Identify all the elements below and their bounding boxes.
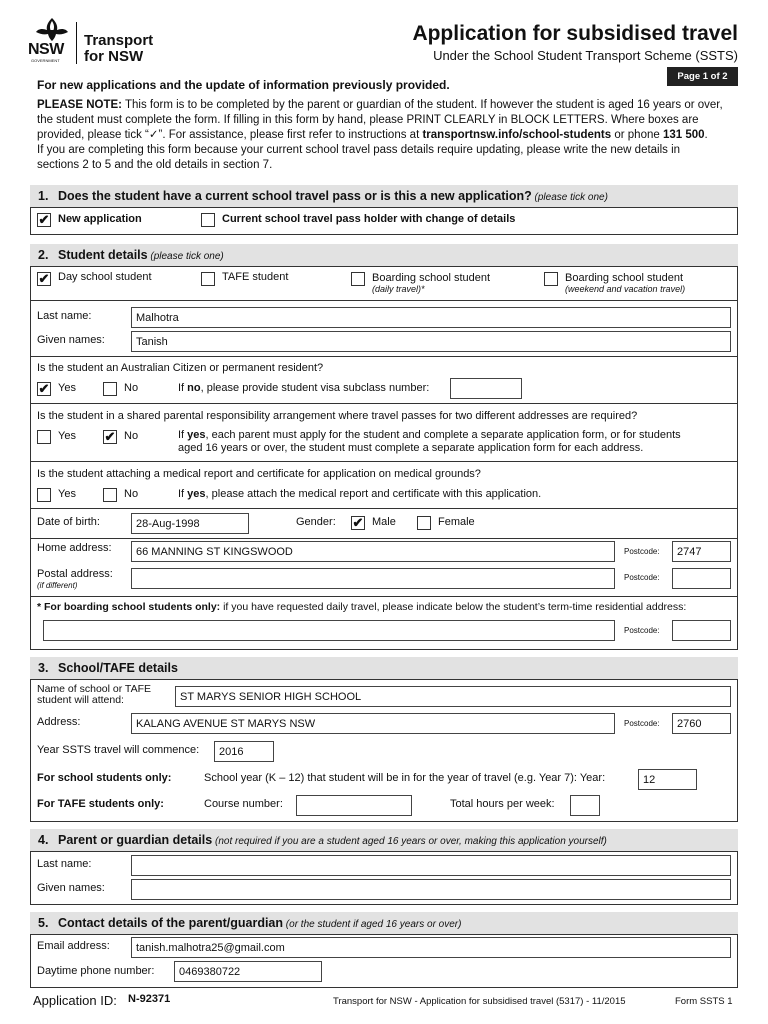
given-names-field[interactable]: Tanish <box>131 331 731 352</box>
home-postcode-field[interactable]: 2747 <box>672 541 731 562</box>
guardian-given-names-field[interactable] <box>131 879 731 900</box>
section-2-num: 2. <box>38 248 49 262</box>
form-info: Transport for NSW - Application for subsidised travel (5317) - 11/2015 <box>333 996 626 1007</box>
waratah-logo-icon <box>30 16 74 42</box>
boarding-postcode-field[interactable] <box>672 620 731 641</box>
form-code: Form SSTS 1 <box>675 996 733 1007</box>
school-name-label-line2: student will attend: <box>37 694 124 706</box>
gender-label: Gender: <box>296 516 336 528</box>
section-1-title-text: Does the student have a current school travel pass or is this a new application? <box>58 189 532 203</box>
divider <box>30 508 738 509</box>
home-address-label: Home address: <box>37 542 112 554</box>
citizen-question: Is the student an Australian Citizen or permanent resident? <box>37 362 324 374</box>
school-name-field[interactable]: ST MARYS SENIOR HIGH SCHOOL <box>175 686 731 707</box>
citizen-yes-checkbox[interactable]: ✔ <box>38 381 50 396</box>
divider <box>30 403 738 404</box>
boarding-weekend-label: Boarding school student <box>565 272 684 284</box>
section-2-title <box>58 248 224 262</box>
note-line4: If you are completing this form because your current school travel pass details require updating, please write the new details in <box>37 144 681 156</box>
section-1-header <box>30 185 738 207</box>
guardian-given-names-label: Given names: <box>37 882 105 894</box>
note-url-link[interactable]: transportnsw.info/school-students <box>422 129 612 141</box>
last-name-field[interactable]: Malhotra <box>131 307 731 328</box>
home-postcode-label: Postcode: <box>624 547 660 556</box>
commence-year-field[interactable]: 2016 <box>214 741 274 762</box>
shared-yes-label: Yes <box>58 430 76 442</box>
divider <box>30 461 738 462</box>
postal-address-field[interactable] <box>131 568 615 589</box>
section-4-header <box>30 829 738 851</box>
school-year-field[interactable]: 12 <box>638 769 697 790</box>
medical-yes-label: Yes <box>58 488 76 500</box>
divider <box>30 538 738 539</box>
medical-no-checkbox[interactable] <box>103 488 117 502</box>
logo-sub: GOVERNMENT <box>31 58 60 63</box>
section-1-title <box>58 189 608 203</box>
shared-no-checkbox[interactable]: ✔ <box>104 429 116 444</box>
page-title: Application for subsidised travel <box>412 22 738 45</box>
medical-no-label: No <box>124 488 139 500</box>
citizen-no-checkbox[interactable] <box>103 382 117 396</box>
phone-field[interactable]: 0469380722 <box>174 961 322 982</box>
commence-label: Year SSTS travel will commence: <box>37 744 200 756</box>
intro-note <box>37 98 737 173</box>
section-3-title: School/TAFE details <box>58 661 178 675</box>
postal-postcode-label: Postcode: <box>624 573 660 582</box>
note-line3-mid: or phone <box>611 129 663 141</box>
school-name-label-line1: Name of school or TAFE <box>37 683 151 695</box>
day-school-checkbox[interactable]: ✔ <box>38 271 50 286</box>
boarding-daily-label: Boarding school student <box>372 272 491 284</box>
school-address-label: Address: <box>37 716 81 728</box>
school-name-label <box>37 684 151 706</box>
boarding-postcode-label: Postcode: <box>624 626 660 635</box>
email-label: Email address: <box>37 940 110 952</box>
note-line3-end: . <box>704 129 708 141</box>
current-pass-checkbox[interactable] <box>201 213 215 227</box>
page-indicator: Page 1 of 2 <box>667 67 738 86</box>
male-checkbox[interactable]: ✔ <box>352 515 364 530</box>
divider <box>30 300 738 301</box>
email-field[interactable]: tanish.malhotra25@gmail.com <box>131 937 731 958</box>
section-1-note: (please tick one) <box>531 192 608 203</box>
divider <box>30 596 738 597</box>
note-line1: This form is to be completed by the parent or guardian of the student. If however the student is aged 16 years or over, <box>121 99 723 111</box>
boarding-note-text: if you have requested daily travel, please indicate below the student’s term-time residential address: <box>220 601 687 613</box>
hours-field[interactable] <box>570 795 600 816</box>
divider <box>30 356 738 357</box>
female-checkbox[interactable] <box>417 516 431 530</box>
boarding-note <box>37 601 686 613</box>
section-4-title-text: Parent or guardian details <box>58 833 213 847</box>
note-label: PLEASE NOTE: <box>37 99 122 111</box>
phone-label: Daytime phone number: <box>37 965 155 977</box>
org-line2: for NSW <box>84 48 144 65</box>
tafe-checkbox[interactable] <box>201 272 215 286</box>
page-subtitle: Under the School Student Transport Scheme (SSTS) <box>433 48 738 63</box>
day-school-label: Day school student <box>58 271 152 283</box>
note-phone: 131 500 <box>662 129 705 141</box>
shared-yes-word: yes <box>187 429 206 441</box>
note-line2: the student must complete the form. If filling in this form by hand, please PRINT CLEARLY in BLOCK LETTERS. Where boxes are <box>37 114 699 126</box>
boarding-note-bold: * For boarding school students only: <box>37 601 221 613</box>
medical-question: Is the student attaching a medical report and certificate for application on medical grounds? <box>37 468 481 480</box>
section-3-num: 3. <box>38 661 49 675</box>
application-id-label: Application ID: <box>33 993 117 1008</box>
new-application-label: New application <box>58 213 142 225</box>
tafe-only-label: For TAFE students only: <box>37 798 164 810</box>
school-postcode-field[interactable]: 2760 <box>672 713 731 734</box>
last-name-label: Last name: <box>37 310 92 322</box>
shared-text1: , each parent must apply for the student and complete a separate application form, or for students <box>205 429 681 441</box>
visa-if: If <box>178 382 188 394</box>
section-5-header <box>30 912 738 934</box>
given-names-label: Given names: <box>37 334 105 346</box>
school-address-field[interactable]: KALANG AVENUE ST MARYS NSW <box>131 713 615 734</box>
section-1-num: 1. <box>38 189 49 203</box>
shared-text2: aged 16 years or over, the student must complete a separate application form for each address. <box>178 442 644 454</box>
visa-instruction <box>178 382 429 394</box>
citizen-yes-label: Yes <box>58 382 76 394</box>
shared-yes-checkbox[interactable] <box>37 430 51 444</box>
section-2-header <box>30 244 738 266</box>
current-pass-label: Current school travel pass holder with change of details <box>222 213 516 225</box>
visa-no: no <box>187 382 201 394</box>
guardian-last-name-field[interactable] <box>131 855 731 876</box>
medical-text: , please attach the medical report and certificate with this application. <box>205 488 542 500</box>
postal-postcode-field[interactable] <box>672 568 731 589</box>
medical-yes-checkbox[interactable] <box>37 488 51 502</box>
dob-field[interactable]: 28-Aug-1998 <box>131 513 249 534</box>
section-4-note: (not required if you are a student aged 16 years or over, making this application yourself) <box>212 836 607 847</box>
boarding-weekend-checkbox[interactable] <box>544 272 558 286</box>
dob-label: Date of birth: <box>37 516 100 528</box>
school-postcode-label: Postcode: <box>624 719 660 728</box>
postal-address-label: Postal address: <box>37 568 113 580</box>
hours-label: Total hours per week: <box>450 798 555 810</box>
citizen-no-label: No <box>124 382 139 394</box>
application-id: N-92371 <box>128 993 171 1005</box>
note-line3: provided, please tick “✓”. For assistance, please first refer to instructions at <box>37 129 423 141</box>
male-label: Male <box>372 516 396 528</box>
intro-lead: For new applications and the update of information previously provided. <box>37 78 450 92</box>
course-number-field[interactable] <box>296 795 412 816</box>
shared-instruction <box>178 429 681 455</box>
note-line5: sections 2 to 5 and the old details in section 7. <box>37 159 273 171</box>
guardian-last-name-label: Last name: <box>37 858 92 870</box>
medical-yes-word: yes <box>187 488 206 500</box>
logo-divider <box>76 22 77 64</box>
org-line1: Transport <box>84 32 154 49</box>
tafe-label: TAFE student <box>222 271 289 283</box>
boarding-daily-checkbox[interactable] <box>351 272 365 286</box>
section-2-note: (please tick one) <box>147 251 224 262</box>
school-only-label: For school students only: <box>37 772 172 784</box>
logo-text: NSW <box>28 41 64 58</box>
section-2-title-text: Student details <box>58 248 148 262</box>
visa-subclass-field[interactable] <box>450 378 522 399</box>
boarding-weekend-sub: (weekend and vacation travel) <box>565 284 686 294</box>
section-4-num: 4. <box>38 833 49 847</box>
medical-instruction <box>178 488 541 500</box>
boarding-daily-sub: (daily travel)* <box>372 284 425 294</box>
shared-if: If <box>178 429 188 441</box>
section-4-title <box>58 833 607 847</box>
section-5-title <box>58 916 461 930</box>
section-3-header <box>30 657 738 679</box>
section-5-title-text: Contact details of the parent/guardian <box>58 916 284 930</box>
medical-if: If <box>178 488 188 500</box>
school-year-label: School year (K – 12) that student will be in for the year of travel (e.g. Year 7): Year: <box>204 772 606 784</box>
new-application-checkbox[interactable]: ✔ <box>38 212 50 227</box>
shared-no-label: No <box>124 430 139 442</box>
section-5-num: 5. <box>38 916 49 930</box>
female-label: Female <box>438 516 475 528</box>
section-5-note: (or the student if aged 16 years or over) <box>283 919 462 930</box>
home-address-field[interactable]: 66 MANNING ST KINGSWOOD <box>131 541 615 562</box>
boarding-address-field[interactable] <box>43 620 615 641</box>
postal-address-sub: (if different) <box>37 581 78 590</box>
course-number-label: Course number: <box>204 798 283 810</box>
visa-text: , please provide student visa subclass number: <box>200 382 430 394</box>
shared-question: Is the student in a shared parental responsibility arrangement where travel passes for two different addresses are required? <box>37 410 638 422</box>
